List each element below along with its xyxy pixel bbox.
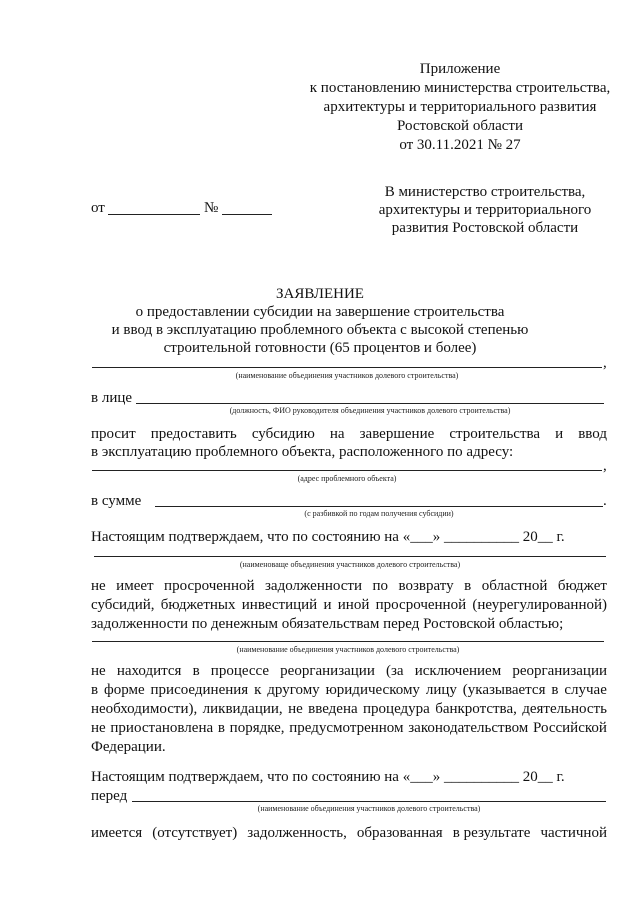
word: другому [267,682,320,698]
addressee-line: развития Ростовской области [391,220,579,236]
reorganization-line-justified [91,662,607,680]
organization-name-caption: (наименоваще объединения участников долевого строительства) [239,560,461,569]
word: форме [103,682,145,698]
organization-name-caption: (наименование объединения участников долевого строительства) [257,804,481,813]
word: субсидий, [91,597,155,613]
number-sign: № [204,200,219,216]
word: иной [337,597,370,613]
organization-name-caption: (наименование объединения участников долевого строительства) [236,645,460,654]
confirmation-line: Настоящим подтверждаем, что по состоянию на «___» __________ 20__ г. [91,529,565,545]
field-tail: . [603,493,607,509]
word: возврату [398,578,454,594]
organization-name-blank[interactable] [92,367,602,368]
word: инвестиций [241,597,318,613]
word: необходимости), [91,701,198,717]
word: лицу [425,682,457,698]
from-prefix: от [91,200,105,216]
word: законодательством [408,720,529,736]
debt-existence-line-justified [91,824,607,842]
word: процессе [210,663,270,679]
from-date-blank[interactable] [108,214,200,215]
word: к [254,682,262,698]
organization-name-blank[interactable] [132,801,606,802]
representative-caption: (должность, ФИО руководителя объединения участников долевого строительства) [229,406,511,415]
word: просроченной [164,578,255,594]
word: банкротства, [435,701,517,717]
amount-blank[interactable] [155,506,603,507]
field-tail: , [603,458,607,474]
word: в [192,663,200,679]
from-number-blank[interactable] [222,214,272,215]
word: (за [385,663,404,679]
appendix-line: к постановлению министерства строительства, [309,80,611,96]
appendix-line: архитектуры и территориального развития [323,99,597,115]
word: предоставить [150,426,237,442]
word: частичной [540,825,607,841]
word: процедура [363,701,430,717]
word: в [91,682,99,698]
word: бюджетных [160,597,236,613]
word: не [91,663,106,679]
word: просроченной [375,597,467,613]
word: не [288,701,303,717]
reorganization-line-justified [91,719,607,737]
organization-name-caption: (наименование объединения участников долевого строительства) [235,371,459,380]
word: находится [116,663,182,679]
organization-name-blank[interactable] [92,641,604,642]
debt-line-justified [91,577,607,595]
request-line: в эксплуатацию проблемного объекта, расположенного по адресу: [91,444,514,460]
debt-line-justified [91,596,607,614]
word: не [91,578,106,594]
representative-label: в лице [91,390,133,406]
word: исключением [414,663,502,679]
word: областной [481,578,548,594]
word: и [555,426,564,442]
appendix-date-number: от 30.11.2021 № 27 [399,137,521,153]
before-label: перед [91,788,128,804]
field-tail: , [603,355,607,371]
organization-name-blank[interactable] [94,556,606,557]
title-line: строительной готовности (65 процентов и более) [163,340,477,356]
word: в [464,578,472,594]
word: предусмотренном [289,720,404,736]
object-address-blank[interactable] [92,470,602,471]
word: образованная [356,825,443,841]
word: и [323,597,332,613]
word: (указывается [462,682,546,698]
reorganization-line: Федерации. [91,739,166,755]
appendix-line: Ростовской области [397,118,523,134]
word: деятельность [522,701,607,717]
word: случае [564,682,607,698]
debt-line: задолженности по денежным обязательствам перед Ростовской областью; [91,616,564,632]
word: имеет [116,578,154,594]
word: порядке, [229,720,285,736]
word: ввод [578,426,607,442]
word: ликвидации, [202,701,283,717]
word: юридическому [325,682,420,698]
document-heading: ЗАЯВЛЕНИЕ [276,286,364,302]
confirmation-line: Настоящим подтверждаем, что по состоянию на «___» __________ 20__ г. [91,769,565,785]
word: просит [91,426,136,442]
word: завершение [359,426,435,442]
word: реорганизации [512,663,607,679]
word: не [91,720,106,736]
addressee-line: В министерство строительства, [384,184,586,200]
word: задолженность, [247,825,347,841]
word: имеется [91,825,143,841]
amount-caption: (с разбивкой по годам получения субсидии) [304,509,454,518]
word: приостановлена [110,720,214,736]
word: по [372,578,389,594]
word: в [217,720,225,736]
word: бюджет [557,578,607,594]
word: Российской [533,720,607,736]
reorganization-line-justified [91,700,607,718]
word: (отсутствует) [152,825,238,841]
word: реорганизации [280,663,375,679]
title-line: о предоставлении субсидии на завершение строительства [135,304,505,320]
word: в результате [452,825,531,841]
word: строительства [449,426,541,442]
word: (неурегулированной) [472,597,607,613]
amount-label: в сумме [91,493,142,509]
word: введена [308,701,358,717]
object-address-caption: (адрес проблемного объекта) [297,474,397,483]
appendix-title: Приложение [419,61,501,77]
word: присоединения [150,682,249,698]
request-line-justified [91,425,607,443]
word: на [329,426,345,442]
title-line: и ввод в эксплуатацию проблемного объекта с высокой степенью [111,322,529,338]
representative-blank[interactable] [136,403,604,404]
addressee-line: архитектуры и территориального [378,202,592,218]
word: в [551,682,559,698]
word: субсидию [251,426,315,442]
word: задолженности [265,578,362,594]
reorganization-line-justified [91,681,607,699]
